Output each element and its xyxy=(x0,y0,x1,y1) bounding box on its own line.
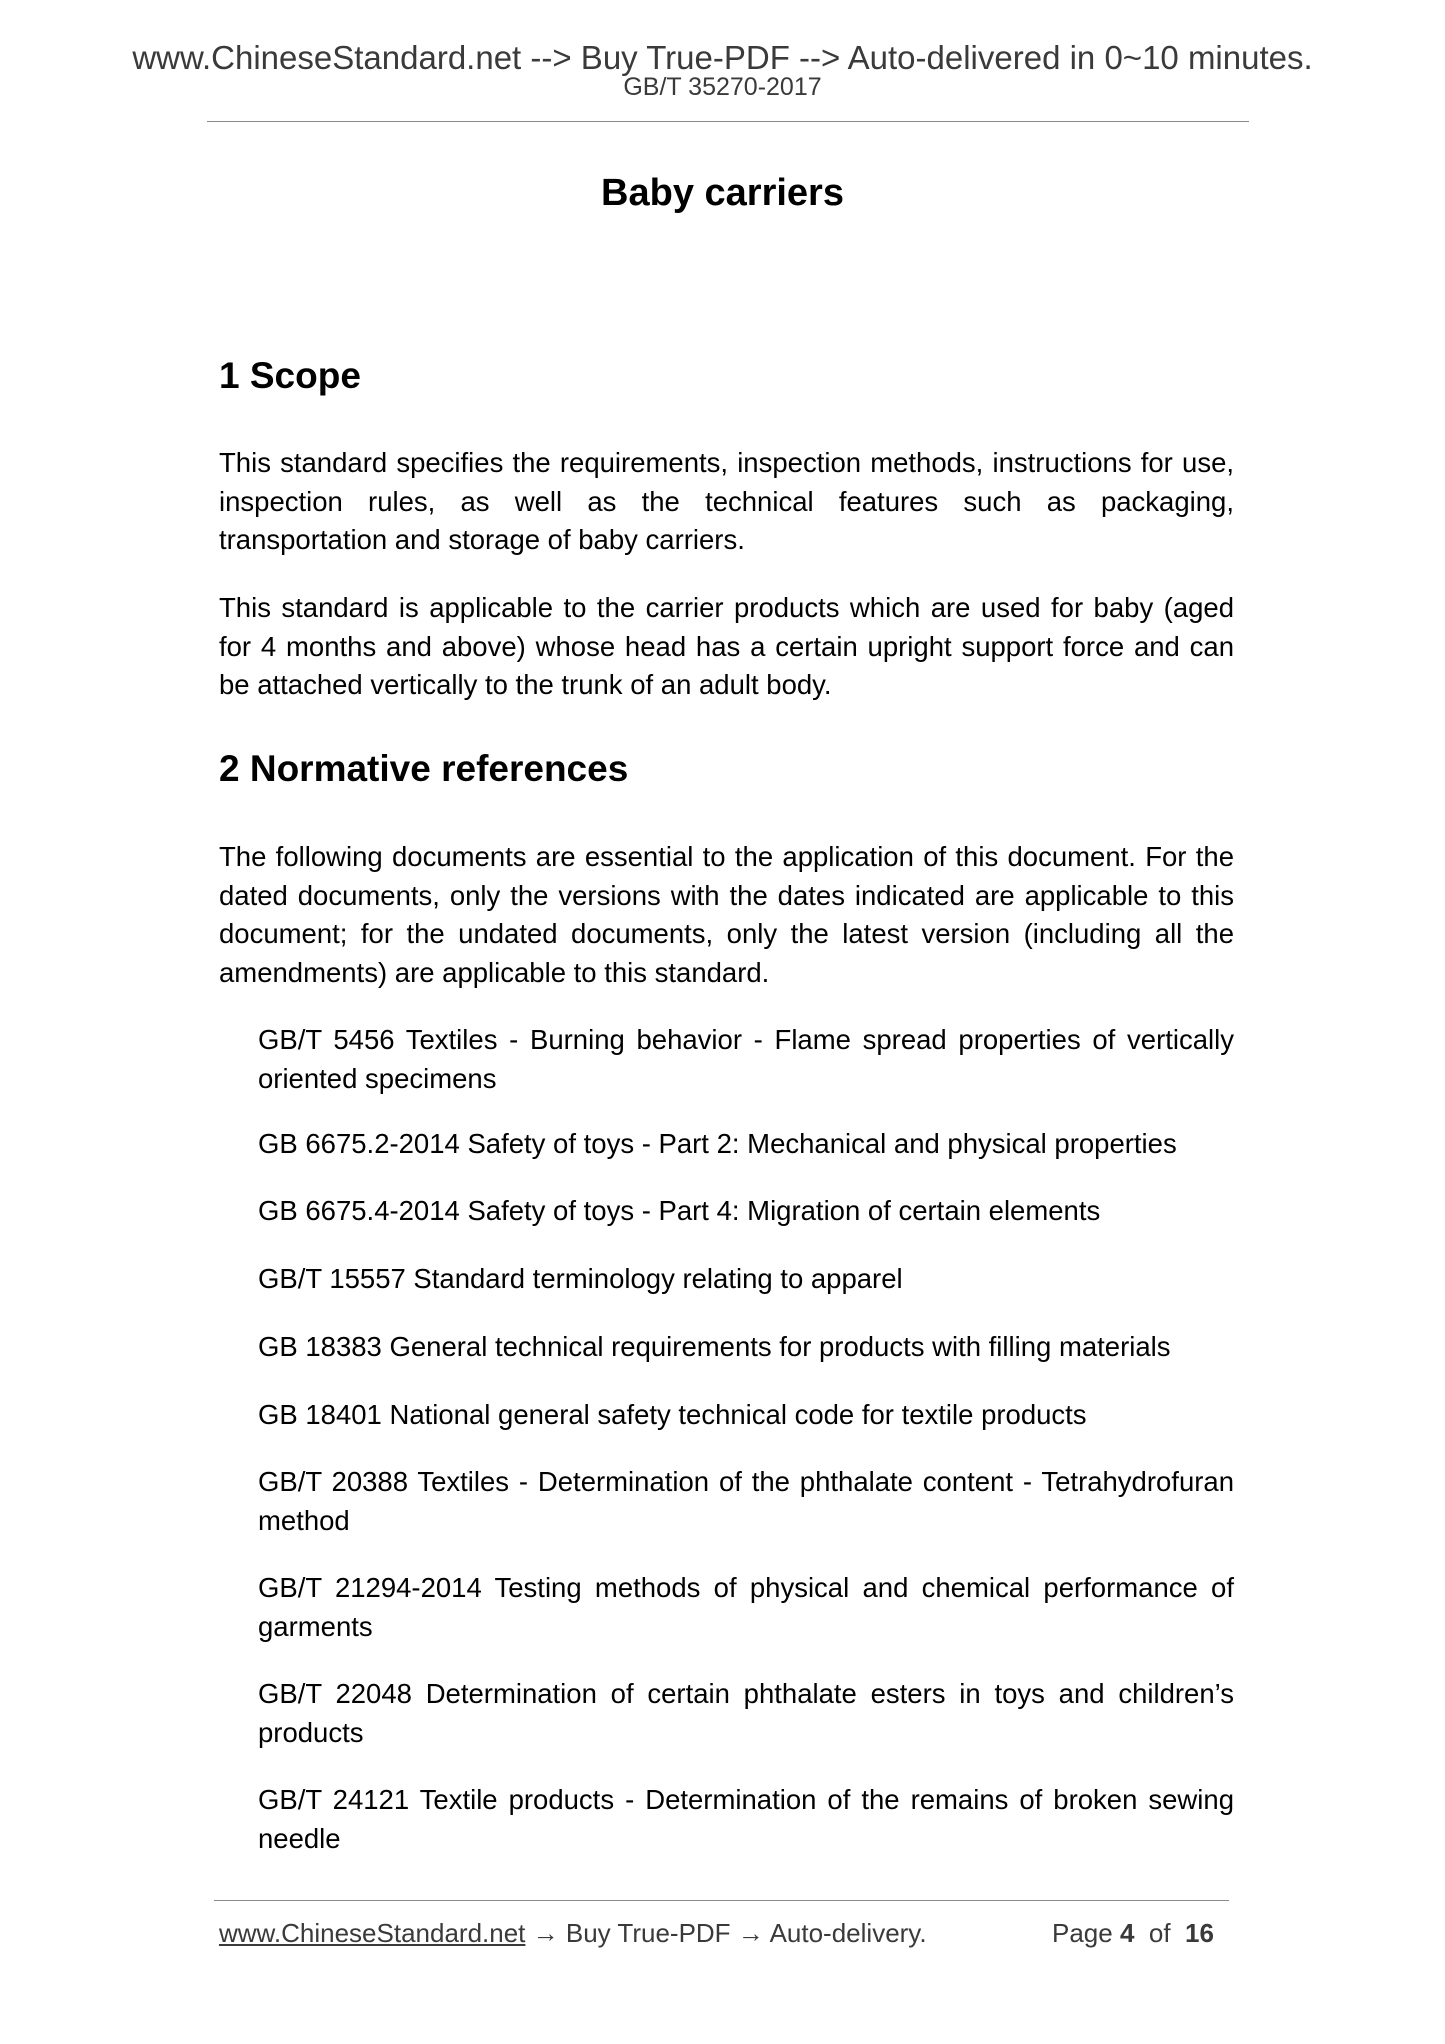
top-banner: www.ChineseStandard.net --> Buy True-PDF --> Auto-delivered in 0~10 minutes. xyxy=(132,39,1313,76)
footer-link-line xyxy=(219,1917,927,1949)
page-current: 4 xyxy=(1119,1918,1135,1948)
scope-paragraph: This standard specifies the requirements, inspection methods, instructions for use, inspection rules, as well as the technical features such as packaging, transportation and storage of baby carriers. xyxy=(219,447,1234,555)
reference-item: GB/T 15557 Standard terminology relating to apparel xyxy=(258,1263,903,1294)
footer-tail-text: → Buy True-PDF → Auto-delivery. xyxy=(525,1918,927,1948)
reference-item: GB/T 24121 Textile products - Determination of the remains of broken sewing needle xyxy=(258,1784,1234,1854)
section-heading-normative-references: 2 Normative references xyxy=(219,748,629,789)
reference-item: GB/T 21294-2014 Testing methods of physical and chemical performance of garments xyxy=(258,1572,1234,1642)
reference-item: GB/T 22048 Determination of certain phthalate esters in toys and children’s products xyxy=(258,1678,1234,1748)
page-total: 16 xyxy=(1185,1918,1214,1948)
reference-item: GB/T 5456 Textiles - Burning behavior - Flame spread properties of vertically oriented specimens xyxy=(258,1024,1234,1094)
reference-item: GB 18401 National general safety technical code for textile products xyxy=(258,1399,1087,1430)
reference-item: GB 18383 General technical requirements for products with filling materials xyxy=(258,1331,1171,1362)
references-intro-paragraph: The following documents are essential to the application of this document. For the dated documents, only the versions with the dates indicated are applicable to this document; for the undated documents, only the latest version (including all the amendments) are applicable to this standard. xyxy=(219,841,1234,988)
scope-paragraph: This standard is applicable to the carrier products which are used for baby (aged for 4 months and above) whose head has a certain upright support force and can be attached vertically to the trunk of an adult body. xyxy=(219,592,1234,700)
page-number xyxy=(1052,1917,1214,1949)
page-label: Page xyxy=(1052,1918,1113,1948)
footer-divider xyxy=(214,1900,1229,1901)
section-heading-scope: 1 Scope xyxy=(219,355,361,396)
of-label: of xyxy=(1148,1918,1171,1948)
header-divider xyxy=(207,121,1249,122)
footer-site-link[interactable]: www.ChineseStandard.net xyxy=(219,1918,526,1948)
reference-item: GB 6675.2-2014 Safety of toys - Part 2: Mechanical and physical properties xyxy=(258,1128,1177,1159)
reference-item: GB 6675.4-2014 Safety of toys - Part 4: Migration of certain elements xyxy=(258,1195,1101,1226)
standard-code: GB/T 35270-2017 xyxy=(623,73,822,101)
document-title: Baby carriers xyxy=(601,172,844,214)
reference-item: GB/T 20388 Textiles - Determination of the phthalate content - Tetrahydrofuran method xyxy=(258,1466,1234,1536)
